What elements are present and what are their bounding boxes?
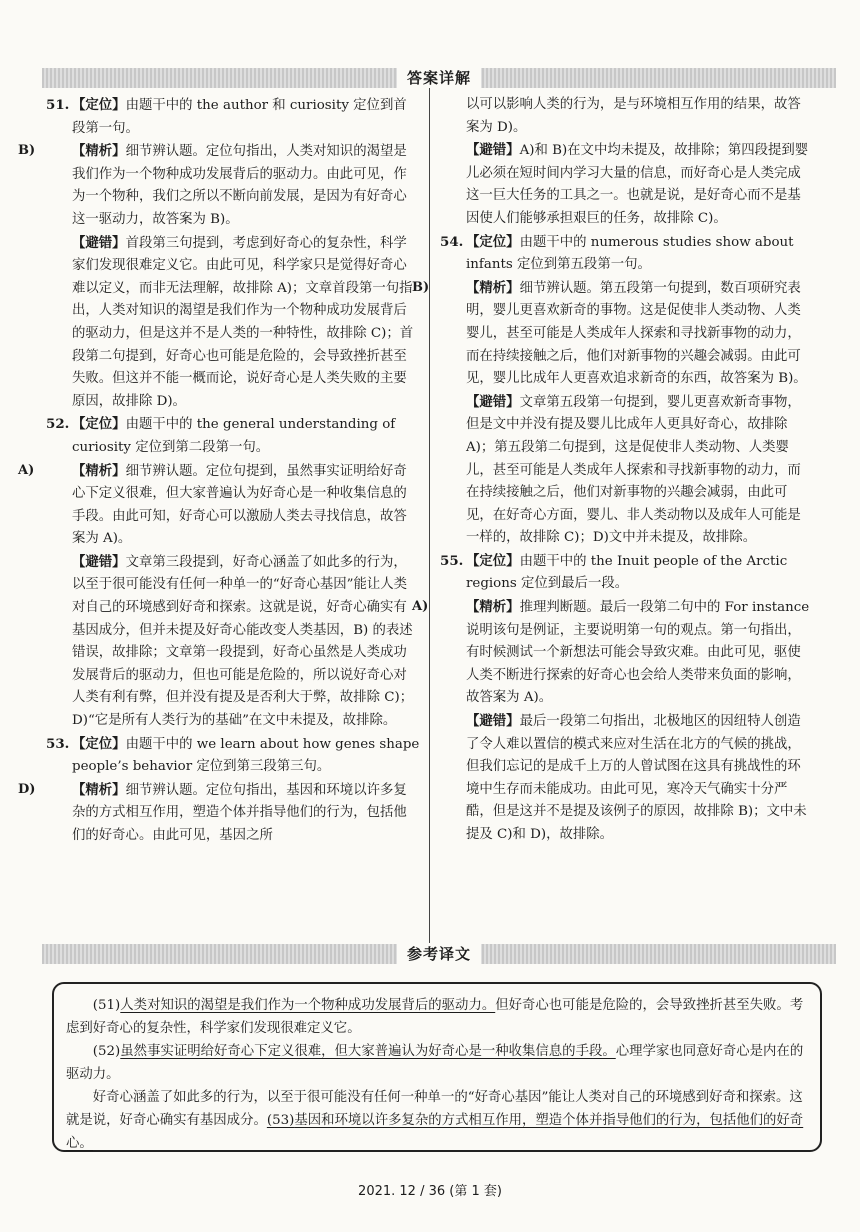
question-53-analysis-continued	[440, 94, 814, 139]
question-54-analysis	[412, 277, 814, 391]
question-number: 51.	[46, 97, 70, 113]
translation-paragraph-1	[66, 994, 808, 1040]
question-52-analysis	[18, 460, 420, 551]
paragraph-text: 心理学家也同意好奇心是内在的驱动力。	[66, 1044, 804, 1082]
underlined-sentence: 虽然事实证明给好奇心下定义很难，但大家普遍认为好奇心是一种收集信息的手段。	[120, 1044, 616, 1059]
locate-text: 由题干中的 we learn about how genes shape people’s behavior 定位到第三段第三句。	[72, 736, 420, 775]
question-number: 55.	[440, 552, 464, 569]
locate-text: 由题干中的 the author 和 curiosity 定位到首段第一句。	[72, 98, 407, 136]
tag-locate: 【定位】	[72, 416, 126, 433]
avoid-text: 首段第三句提到，考虑到好奇心的复杂性，科学家们发现很难定义它。由此可见，科学家只是觉得好奇心难以定义，而非无法理解，故排除 A)；文章首段第一句指出，人类对知识的渴望是我们作为一个物种成功发展背后的驱动力，但是这并不是人类的一种特性，故排除 C)；首段第二句提到，好奇心也可能是危险的，会导致挫折甚至失败。但这并不能一概而论，说好奇心是人类失败的主要原因，故排除 D)。	[72, 235, 414, 409]
question-51-analysis	[18, 140, 420, 231]
tag-avoid: 【避错】	[72, 234, 126, 251]
translation-paragraph-3	[66, 1086, 808, 1155]
question-52-locate	[46, 413, 420, 459]
tag-analysis: 【精析】	[466, 599, 520, 616]
tag-analysis: 【精析】	[72, 781, 126, 798]
analysis-text: 以可以影响人类的行为，是与环境相互作用的结果，故答案为 D)。	[466, 97, 801, 135]
question-number: 54.	[440, 233, 464, 250]
question-55-avoid	[440, 710, 814, 847]
question-53-analysis	[18, 779, 420, 848]
question-marker: (52)	[92, 1044, 121, 1059]
question-55-analysis	[412, 596, 814, 710]
avoid-text: A)和 B)在文中均未提及，故排除；第四段提到婴儿必须在短时间内学习大量的信息，而好奇心是人类完成这一巨大任务的工具之一。也就是说，是好奇心而不是基因使人们能够承担艰巨的任务，故排除 C)。	[466, 143, 809, 226]
tag-avoid: 【避错】	[466, 142, 520, 159]
paragraph-text: 好奇心涵盖了如此多的行为，以至于很可能没有任何一种单一的“好奇心基因”能让人类对自己的环境感到好奇和探索。这就是说，好奇心确实有基因成分。	[66, 1090, 803, 1128]
right-column	[412, 94, 814, 847]
analysis-text: 细节辨认题。定位句提到，虽然事实证明给好奇心下定义很难，但大家普遍认为好奇心是一种收集信息的手段。由此可知，好奇心可以激励人类去寻找信息，故答案为 A)。	[72, 463, 407, 547]
answer-letter: B)	[412, 279, 430, 295]
tag-locate: 【定位】	[72, 97, 126, 113]
left-column	[18, 94, 420, 848]
translation-section-banner	[42, 944, 836, 964]
tag-locate: 【定位】	[72, 735, 126, 752]
answer-letter: A)	[412, 599, 429, 615]
question-53-locate	[46, 733, 420, 779]
underlined-sentence: 基因和环境以许多复杂的方式相互作用，塑造个体并指导他们的行为，包括他们的好奇心。	[66, 1113, 804, 1151]
underlined-sentence: 人类对知识的渴望是我们作为一个物种成功发展背后的驱动力。	[120, 998, 496, 1013]
answer-letter: D)	[18, 781, 36, 797]
translation-box	[52, 982, 822, 1152]
analysis-text: 细节辨认题。第五段第一句提到，数百项研究表明，婴儿更喜欢新奇的事物。这是促使非人类动物、人类婴儿，甚至可能是人类成年人探索和寻找新事物的动力，而在持续接触之后，他们对新事物的兴趣会减弱。由此可见，婴儿比成年人更喜欢追求新奇的东西，故答案为 B)。	[466, 280, 807, 387]
translation-title: 参考译文	[397, 944, 481, 964]
locate-text: 由题干中的 numerous studies show about infants 定位到第五段第一句。	[466, 234, 794, 273]
avoid-text: 最后一段第二句指出，北极地区的因纽特人创造了令人难以置信的模式来应对生活在北方的气候的挑战，但我们忘记的是成千上万的人曾试图在这具有挑战性的环境中生存而未能成功。由此可见，寒冷天气确实十分严酷，但是这并不是提及该例子的原因，故排除 B)；文中未提及 C)和 D)，故排除。	[466, 714, 807, 842]
page-footer: 2021. 12 / 36 (第 1 套)	[358, 1184, 502, 1199]
paragraph-text: 但好奇心也可能是危险的，会导致挫折甚至失败。考虑到好奇心的复杂性，科学家们发现很难定义它。	[66, 998, 804, 1036]
question-marker: (51)	[92, 998, 121, 1013]
tag-avoid: 【避错】	[466, 393, 520, 410]
answer-letter: A)	[18, 462, 35, 478]
question-54-locate	[440, 231, 814, 277]
question-53-avoid	[440, 139, 814, 230]
answer-section-banner	[42, 68, 836, 88]
question-51-avoid	[46, 232, 420, 414]
translation-paragraph-2	[66, 1040, 808, 1086]
tag-locate: 【定位】	[466, 233, 520, 250]
column-divider	[429, 88, 430, 943]
avoid-text: 文章第五段第一句提到，婴儿更喜欢新奇事物，但是文中并没有提及婴儿比成年人更具好奇心，故排除 A)；第五段第二句提到，这是促使非人类动物、人类婴儿，甚至可能是人类成年人探索和寻找新事物的动力，而在持续接触之后，他们对新事物的兴趣会减弱，由此可见，在好奇心方面，婴儿、非人类动物以及成年人可能是一样的，故排除 C)；D)文中并未提及，故排除。	[466, 394, 801, 546]
question-52-avoid	[46, 551, 420, 733]
question-number: 52.	[46, 416, 70, 433]
analysis-text: 推理判断题。最后一段第二句中的 For instance 说明该句是例证，主要说明第一句的观点。第一句指出，有时候测试一个新想法可能会导致灾难。由此可见，驱使人类不断进行探索的好奇心也会给人类带来负面的影响，故答案为 A)。	[466, 600, 810, 706]
avoid-text: 文章第三段提到，好奇心涵盖了如此多的行为，以至于很可能没有任何一种单一的“好奇心基因”能让人类对自己的环境感到好奇和探索。这就是说，好奇心确实有基因成分，但并未提及好奇心能改变人类基因，B) 的表述错误，故排除；文章第一段提到，好奇心虽然是人类成功发展背后的驱动力，但也可能是危险的，所以说好奇心对人类有利有弊，但并没有提及是否利大于弊，故排除 C)；D)“它是所有人类行为的基础”在文中未提及，故排除。	[72, 554, 414, 729]
locate-text: 由题干中的 the general understanding of curiosity 定位到第二段第一句。	[72, 417, 396, 455]
tag-locate: 【定位】	[466, 552, 520, 569]
question-55-locate	[440, 550, 814, 596]
question-number: 53.	[46, 735, 70, 752]
tag-avoid: 【避错】	[466, 713, 520, 730]
section-title: 答案详解	[397, 68, 481, 88]
locate-text: 由题干中的 the Inuit people of the Arctic regions 定位到最后一段。	[466, 553, 788, 592]
tag-analysis: 【精析】	[466, 279, 520, 296]
answer-letter: B)	[18, 143, 36, 159]
question-marker: (53)	[266, 1113, 295, 1128]
analysis-text: 细节辨认题。定位句指出，人类对知识的渴望是我们作为一个物种成功发展背后的驱动力。由此可见，作为一个物种，我们之所以不断向前发展，是因为有好奇心这一驱动力，故答案为 B)。	[72, 144, 407, 227]
analysis-text: 细节辨认题。定位句指出，基因和环境以许多复杂的方式相互作用，塑造个体并指导他们的行为，包括他们的好奇心。由此可见，基因之所	[72, 782, 407, 843]
question-54-avoid	[440, 391, 814, 550]
tag-avoid: 【避错】	[72, 553, 126, 570]
question-51-locate	[46, 94, 420, 140]
tag-analysis: 【精析】	[72, 462, 126, 479]
tag-analysis: 【精析】	[72, 143, 126, 160]
